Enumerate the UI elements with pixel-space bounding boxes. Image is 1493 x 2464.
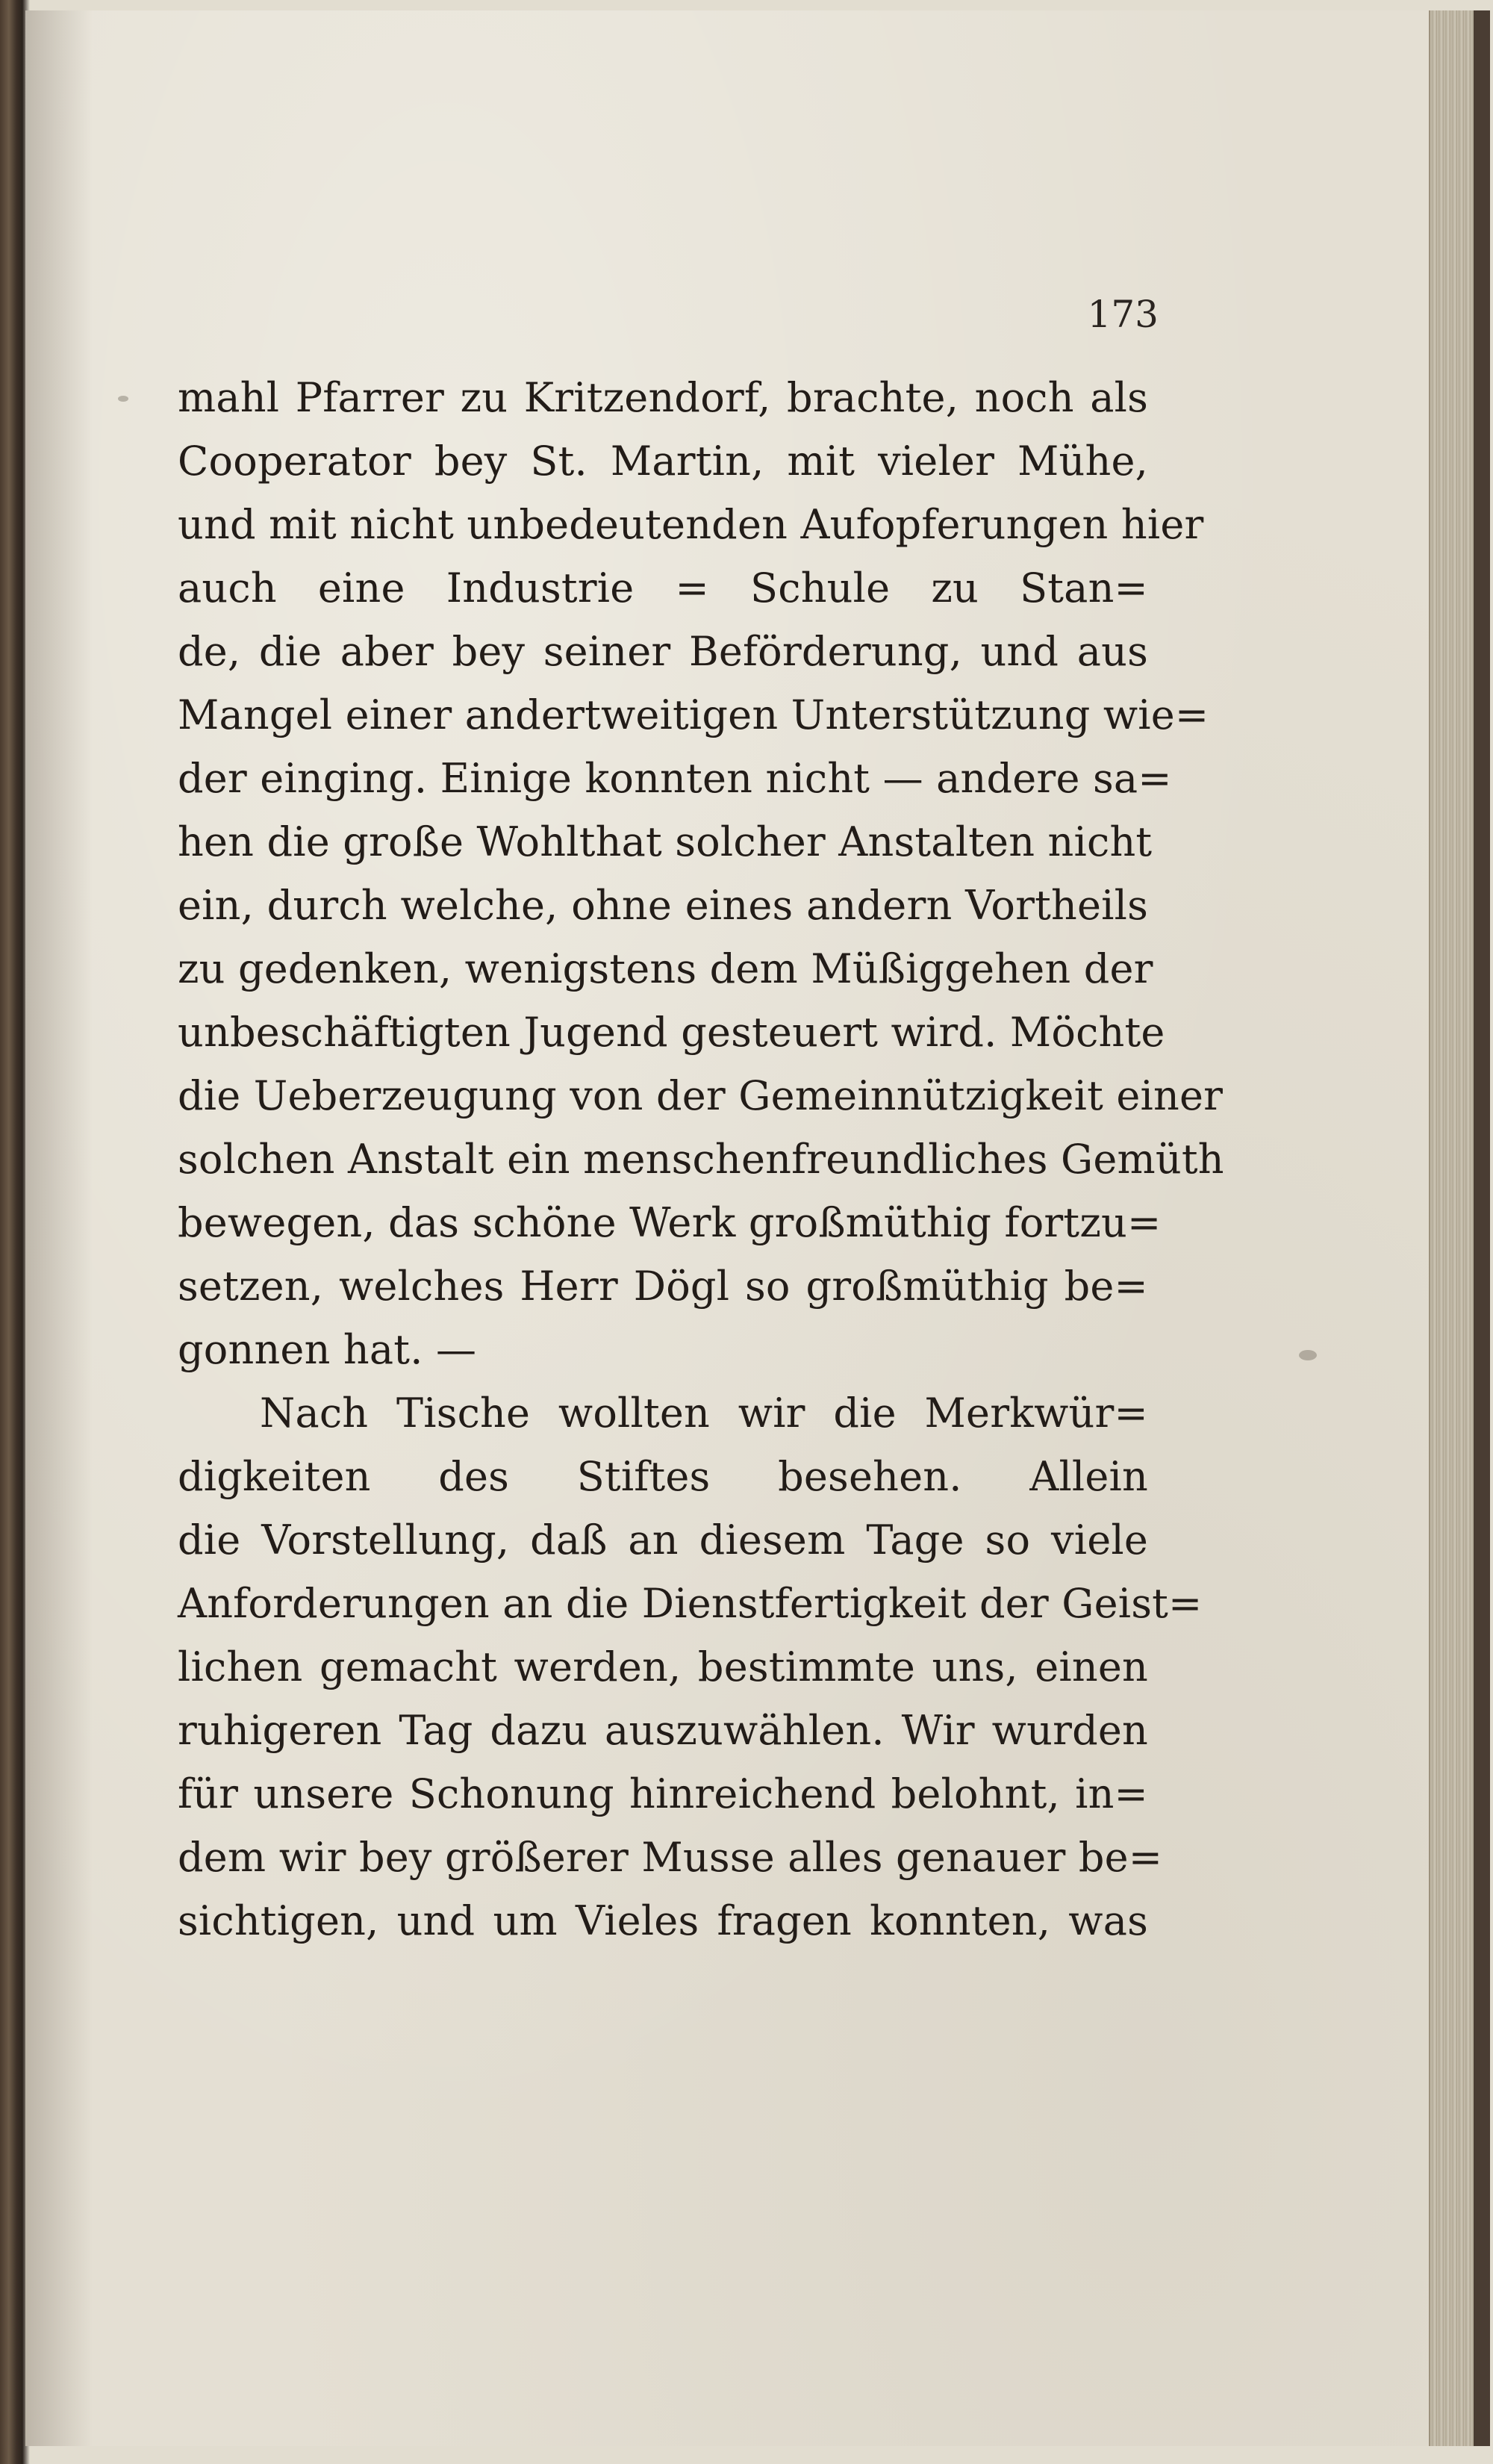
text-line: zu gedenken, wenigstens dem Müßiggehen der	[178, 945, 1153, 992]
text-line: setzen, welches Herr Dögl so großmüthig be=	[178, 1263, 1148, 1310]
text-line: gonnen hat. —	[178, 1326, 477, 1373]
text-line: die Vorstellung, daß an diesem Tage so viele	[178, 1516, 1148, 1564]
text-line: hen die große Wohlthat solcher Anstalten nicht	[178, 818, 1153, 865]
text-line: sichtigen, und um Vieles fragen konnten, was	[178, 1897, 1148, 1944]
page-edges	[1429, 10, 1490, 2446]
text-line: Cooperator bey St. Martin, mit vieler Mühe,	[178, 438, 1148, 485]
page-number: 173	[1087, 293, 1159, 336]
text-line: ruhigeren Tag dazu auszuwählen. Wir wurden	[178, 1707, 1148, 1754]
text-line: für unsere Schonung hinreichend belohnt, in=	[178, 1770, 1148, 1817]
text-line: auch eine Industrie = Schule zu Stan=	[178, 564, 1148, 612]
text-line: de, die aber bey seiner Beförderung, und aus	[178, 628, 1148, 675]
paper-speck	[118, 396, 128, 402]
spine-shadow	[25, 10, 93, 2446]
body-text	[178, 366, 1224, 1953]
text-line: ein, durch welche, ohne eines andern Vortheils	[178, 882, 1148, 929]
text-line: unbeschäftigten Jugend gesteuert wird. Möchte	[178, 1009, 1165, 1056]
text-line: dem wir bey größerer Musse alles genauer be=	[178, 1834, 1163, 1881]
text-line: Anforderungen an die Dienstfertigkeit der Geist=	[178, 1580, 1203, 1627]
text-line: digkeiten des Stiftes besehen. Allein	[178, 1453, 1148, 1500]
text-line: der einging. Einige konnten nicht — andere sa=	[178, 755, 1172, 802]
text-line: und mit nicht unbedeutenden Aufopferungen hier	[178, 501, 1204, 548]
paper-speck	[1299, 1350, 1317, 1360]
text-line: Nach Tische wollten wir die Merkwür=	[260, 1390, 1148, 1437]
text-line: mahl Pfarrer zu Kritzendorf, brachte, noch als	[178, 374, 1148, 421]
text-line: solchen Anstalt ein menschenfreundliches Gemüth	[178, 1136, 1224, 1183]
text-line: bewegen, das schöne Werk großmüthig fortzu=	[178, 1199, 1162, 1246]
text-line: lichen gemacht werden, bestimmte uns, einen	[178, 1643, 1148, 1690]
text-line: Mangel einer andertweitigen Unterstützung wie=	[178, 691, 1209, 738]
text-line: die Ueberzeugung von der Gemeinnützigkeit einer	[178, 1072, 1224, 1119]
